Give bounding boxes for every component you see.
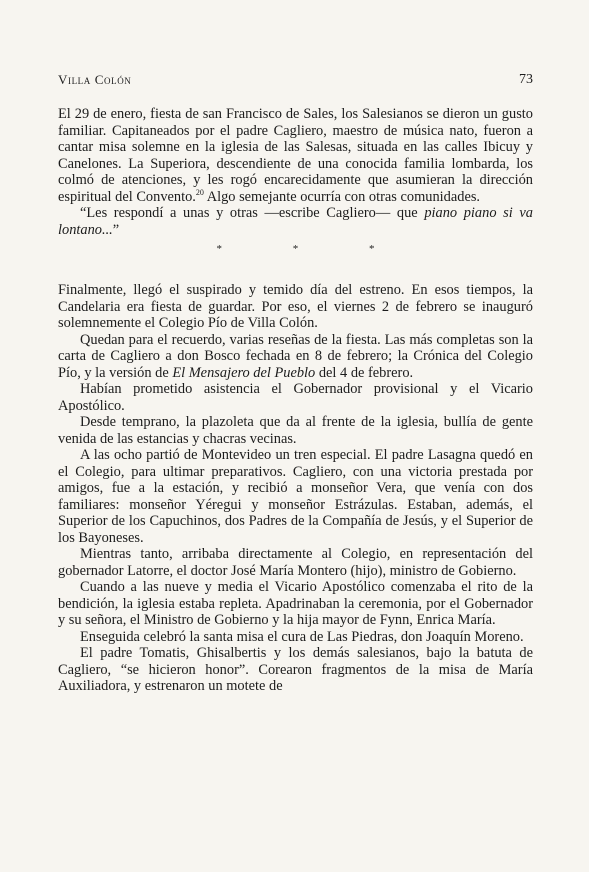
running-head: Villa Colón bbox=[58, 72, 132, 87]
italic-text: El Mensajero del Pueblo bbox=[172, 364, 316, 381]
italic-text: piano piano si va lontano... bbox=[58, 205, 533, 238]
paragraph-text: El 29 de enero, fiesta de san Francisco de Sales, los Salesianos se dieron un gusto familiar. Capitaneados por el padre Cagliero, maestro de música nato, fueron a cantar misa solemne en la iglesia de las Salesas, situada en las calles Ibicuy y Canelones. La Superiora, descendiente de una conocida familia lombarda, los colmó de atenciones, y les rogó encarecidamente que asumieran la dirección espiritual del Convento. bbox=[58, 106, 533, 205]
paragraph: Habían prometido asistencia el Gobernador provisional y el Vicario Apostólico. bbox=[58, 381, 533, 414]
paragraph-text: del 4 de febrero. bbox=[315, 364, 414, 381]
footnote-ref: 20 bbox=[195, 187, 204, 197]
paragraph: Desde temprano, la plazoleta que da al frente de la iglesia, bullía de gente venida de las estancias y chacras vecinas. bbox=[58, 414, 533, 447]
paragraph-text: Algo semejante ocurría con otras comunidades. bbox=[203, 188, 481, 205]
paragraph: A las ocho partió de Montevideo un tren especial. El padre Lasagna quedó en el Colegio, para ultimar preparativos. Cagliero, con una victoria prestada por amigos, fue a la estación, y recibió a monseñor Vera, que venía con dos familiares: monseñor Yéregui y monseñor Estrázulas. Estaban, además, el Superior de los Capuchinos, dos Padres de la Compañía de Jesús, y el Superior de los Bayoneses. bbox=[58, 447, 533, 546]
page-number: 73 bbox=[519, 72, 533, 87]
page-header bbox=[58, 72, 533, 92]
paragraph bbox=[58, 205, 533, 238]
paragraph: Finalmente, llegó el suspirado y temido día del estreno. En esos tiempos, la Candelaria era fiesta de guardar. Por eso, el viernes 2 de febrero se inauguró solemnemente el Colegio Pío de Villa Colón. bbox=[58, 282, 533, 331]
paragraph: Mientras tanto, arribaba directamente al Colegio, en representación del gobernador Latorre, el doctor José María Montero (hijo), ministro de Gobierno. bbox=[58, 546, 533, 579]
paragraph bbox=[58, 332, 533, 382]
section-separator: * * * bbox=[216, 243, 409, 255]
paragraph-text: ” bbox=[112, 221, 120, 238]
paragraph-text: Quedan para el recuerdo, varias reseñas de la fiesta. Las más completas son la carta de Cagliero a don Bosco fechada en 8 de febrero; la Crónica del Colegio Pío, y la versión de bbox=[58, 331, 533, 381]
paragraph: Enseguida celebró la santa misa el cura de Las Piedras, don Joaquín Moreno. bbox=[80, 628, 524, 645]
paragraph-text: “Les respondí a unas y otras —escribe Cagliero— que bbox=[80, 205, 425, 221]
page-body bbox=[58, 106, 533, 695]
paragraph: El padre Tomatis, Ghisalbertis y los demás salesianos, bajo la batuta de Cagliero, “se hicieron honor”. Corearon fragmentos de la misa de María Auxiliadora, y estrenaron un motete de bbox=[58, 645, 533, 694]
paragraph: Cuando a las nueve y media el Vicario Apostólico comenzaba el rito de la bendición, la iglesia estaba repleta. Apadrinaban la ceremonia, por el Gobernador y su señora, el Ministro de Gobierno y la hija mayor de Fynn, Enrica María. bbox=[58, 579, 533, 628]
paragraph bbox=[58, 106, 533, 205]
